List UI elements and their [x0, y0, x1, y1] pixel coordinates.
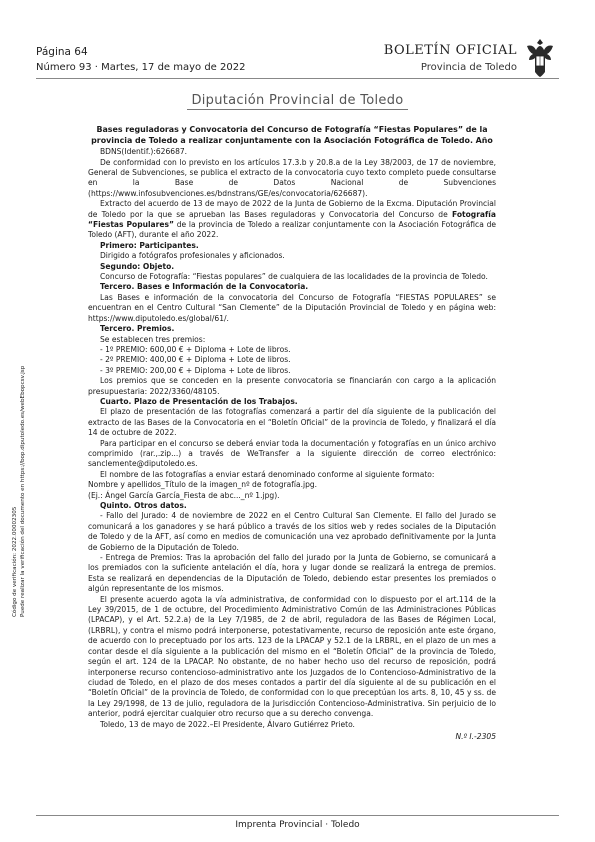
paragraph: (Ej.: Ángel García García_Fiesta de abc..._nº 1.jpg).	[88, 490, 280, 500]
heading-primero: Primero: Participantes.	[100, 240, 199, 250]
paragraph: Para participar en el concurso se deberá enviar toda la documentación y fotografías en un único archivo comprimido (rar.,.zip...) a través de WeTransfer a la siguiente dirección de correo electrónico: sanclemente@diputoledo.es.	[88, 438, 496, 469]
header-right	[384, 43, 517, 73]
document-heading: Bases reguladoras y Convocatoria del Concurso de Fotografía “Fiestas Populares” de la provincia de Toledo a realizar conjuntamente con la Asociación Fotográfica de Toledo. Año	[91, 125, 493, 145]
section-title: Diputación Provincial de Toledo	[0, 93, 595, 108]
reference-number: N.º I.-2305	[455, 731, 496, 741]
paragraph: Extracto del acuerdo de 13 de mayo de 2022 de la Junta de Gobierno de la Excma. Diputación Provincial de Toledo por la que se aprueban las Bases reguladoras y Convocatoria del Concurso de Fotografía “Fiestas Populares” de la provincia de Toledo a realizar conjuntamente con la Asociación Fotográfica de Toledo (AFT), durante el año 2022.	[88, 199, 496, 240]
paragraph: Dirigido a fotógrafos profesionales y aficionados.	[100, 251, 285, 261]
footer: Imprenta Provincial · Toledo	[235, 820, 360, 830]
prize-item: - 3º PREMIO: 200,00 € + Diploma + Lote de libros.	[100, 365, 291, 375]
paragraph: Concurso de Fotografía: “Fiestas populares” de cualquiera de las localidades de la provincia de Toledo.	[100, 272, 488, 282]
paragraph: El plazo de presentación de las fotografías comenzará a partir del día siguiente de la publicación del extracto de las Bases de la Convocatoria en el “Boletín Oficial” de la provincia de Toledo, y finalizará el día 14 de octubre de 2022.	[88, 407, 496, 438]
bdns-id: BDNS(Identif.):626687.	[100, 147, 188, 157]
paragraph: Nombre y apellidos_Título de la imagen_nº de fotografía.jpg.	[88, 480, 318, 490]
verification-url: Puede realizar la verificación del documento en https://bop.diputoledo.es/webEbopcsv.jsp	[19, 365, 26, 617]
heading-quinto: Quinto. Otros datos.	[100, 501, 187, 510]
header-left	[36, 46, 245, 74]
heading-tercero-premios: Tercero. Premios.	[100, 324, 175, 334]
header-rule	[36, 78, 559, 79]
heading-segundo: Segundo: Objeto.	[100, 261, 175, 271]
paragraph: El presente acuerdo agota la vía administrativa, de conformidad con lo dispuesto por el art.114 de la Ley 39/2015, de 1 de octubre, del Procedimiento Administrativo Común de las Administraciones Públicas (LPACAP), y el Art. 52.2.a) de la Ley 7/1985, de 2 de abril, reguladora de las Bases de Régimen Local, (LRBRL), y contra el mismo podrá interponerse, potestativamente, recurso de reposición ante este órgano, de acuerdo con lo preceptuado por los arts. 123 de la LPACAP y 52.1 de la LRBRL, en el plazo de un mes a contar desde el día siguiente a la publicación del mismo en el “Boletín Oficial” de la provincia de Toledo, según el art. 124 de la LPACAP. No obstante, de no haber hecho uso del recurso de reposición, podrá interponerse recurso contencioso-administrativo ante los Juzgados de lo Contencioso-Administrativo de la ciudad de Toledo, en el plazo de dos meses contados a partir del día siguiente al de su publicación en el “Boletín Oficial” de la provincia de Toledo, de conformidad con lo que preceptúan los arts. 8, 10, 45 y ss. de la Ley 29/1998, de 13 de julio, reguladora de la Jurisdicción Contencioso-Administrativa. Sin perjuicio de lo anterior, podrá ejercitar cualquier otro recurso que a su derecho convenga.	[88, 594, 496, 719]
prize-item: - 2º PREMIO: 400,00 € + Diploma + Lote de libros.	[100, 355, 291, 365]
paragraph: Las Bases e información de la convocatoria del Concurso de Fotografía “FIESTAS POPULARES” se encuentran en el Centro Cultural “San Clemente” de la Diputación Provincial de Toledo y en página web: https://www.diputoledo.es/global/61/.	[88, 292, 496, 323]
verification-code: Código de verificación: 2022.00002305	[12, 506, 18, 617]
prize-item: - 1º PREMIO: 600,00 € + Diploma + Lote de libros.	[100, 344, 291, 354]
heading-cuarto: Cuarto. Plazo de Presentación de los Trabajos.	[100, 396, 298, 406]
paragraph: Los premios que se conceden en la presente convocatoria se financiarán con cargo a la aplicación presupuestaria: 2022/3360/48105.	[88, 376, 496, 396]
heading-tercero-bases: Tercero. Bases e Información de la Convocatoria.	[100, 282, 309, 292]
paragraph: Se establecen tres premios:	[100, 334, 206, 344]
bulletin-title: BOLETÍN OFICIAL	[383, 43, 517, 58]
paragraph: - Fallo del Jurado: 4 de noviembre de 2022 en el Centro Cultural San Clemente. El fallo del Jurado se comunicará a los ganadores y se hará público a través de los sitios web y redes sociales de la Diputación de Toledo y de la AFT, así como en medios de comunicación una vez aprobado definitivamente por la Junta de Gobierno de la Diputación de Toledo.	[88, 511, 496, 552]
signature: Toledo, 13 de mayo de 2022.–El Presidente, Álvaro Gutiérrez Prieto.	[100, 719, 355, 729]
paragraph: De conformidad con lo previsto en los artículos 17.3.b y 20.8.a de la Ley 38/2003, de 17 de noviembre, General de Subvenciones, se publica el extracto de la convocatoria cuyo texto completo puede consultarse en la Base de Datos Nacional de Subvenciones (https://www.infosubvenciones.es/bdnstrans/GE/es/convocatoria/626687).	[88, 157, 496, 198]
toledo-coat-of-arms-icon	[523, 38, 557, 78]
document-body	[88, 125, 496, 742]
issue-line: Número 93 · Martes, 17 de mayo de 2022	[36, 62, 246, 73]
footer-rule	[36, 815, 559, 816]
paragraph: El nombre de las fotografías a enviar estará denominado conforme al siguiente formato:	[100, 469, 435, 479]
bulletin-subtitle: Provincia de Toledo	[420, 62, 517, 73]
paragraph: - Entrega de Premios: Tras la aprobación del fallo del jurado por la Junta de Gobierno, se comunicará a los premiados con la suficiente antelación el día, hora y lugar donde se realizará la entrega de premios. Esta se realizará en dependencias de la Diputación de Toledo, debiendo estar presentes los premiados o algún representante de los mismos.	[88, 553, 496, 594]
page-number: Página 64	[36, 46, 88, 58]
